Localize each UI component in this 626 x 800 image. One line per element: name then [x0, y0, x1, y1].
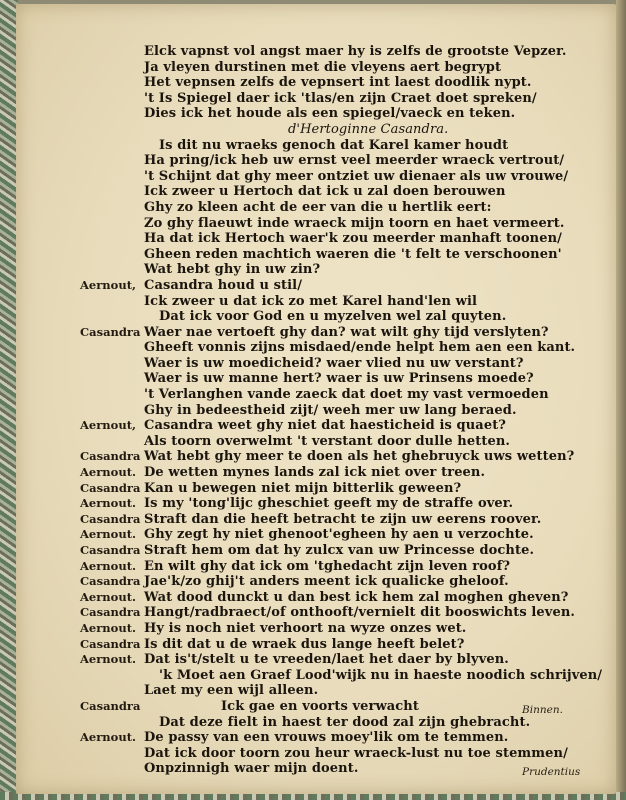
verse-line [16, 652, 616, 668]
verse-line [16, 746, 616, 762]
verse-text: Ick zweer u Hertoch dat ick u zal doen berouwen [144, 184, 506, 200]
verse-text: Gheeft vonnis zijns misdaed/ende helpt hem aen een kant. [144, 340, 576, 356]
verse-line [16, 309, 616, 325]
verse-line [16, 91, 616, 107]
speaker-name: Casandra [80, 574, 141, 589]
verse-line [16, 138, 616, 154]
verse-text: Dat ick door toorn zou heur wraeck-lust nu toe stemmen/ [144, 745, 568, 761]
speaker-name: Casandra [80, 698, 141, 713]
verse-text: Ghy zegt hy niet ghenoot'egheen hy aen u verzochte. [144, 527, 534, 543]
verse-line [16, 668, 616, 684]
speaker-name: Aernout. [80, 558, 137, 573]
page-text-block [16, 44, 616, 784]
verse-text: Als toorn overwelmt 't verstant door dulle hetten. [144, 433, 510, 449]
verse-text: Hy is noch niet verhoort na wyze onzes wet. [144, 620, 467, 636]
verse-line [16, 356, 616, 372]
speaker-name: Aernout. [80, 730, 137, 745]
verse-line [16, 715, 616, 731]
verse-text: De passy van een vrouws moey'lik om te temmen. [144, 730, 509, 746]
verse-line [16, 216, 616, 232]
verse-line [16, 200, 616, 216]
verse-line [16, 169, 616, 185]
verse-line [16, 418, 616, 434]
verse-line [16, 262, 616, 278]
speaker-name: Casandra [80, 511, 141, 526]
verse-text: Dat is't/stelt u te vreeden/laet het daer by blyven. [144, 652, 509, 668]
verse-text: Is my 'tong'lijc gheschiet geeft my de straffe over. [144, 496, 514, 512]
verse-text: 'k Moet aen Graef Lood'wijk nu in haeste noodich schrijven/ [159, 667, 603, 683]
verse-text: Gheen reden machtich waeren die 't felt te verschoonen' [144, 246, 562, 262]
verse-line [16, 75, 616, 91]
verse-line [16, 496, 616, 512]
speaker-name: Aernout. [80, 496, 137, 511]
verse-line [16, 449, 616, 465]
verse-line [16, 387, 616, 403]
verse-text: Onpzinnigh waer mijn doent. [144, 761, 359, 777]
verse-line [16, 543, 616, 559]
verse-text: 't Schijnt dat ghy meer ontziet uw dienaer als uw vrouwe/ [144, 168, 569, 184]
speaker-name: Aernout, [80, 277, 137, 292]
verse-text: Straft dan die heeft betracht te zijn uw eerens roover. [144, 511, 542, 527]
verse-line [16, 527, 616, 543]
speaker-name: Casandra [80, 636, 141, 651]
verse-line [16, 153, 616, 169]
speaker-name: Casandra [80, 543, 141, 557]
verse-line [16, 340, 616, 356]
verse-line [16, 590, 616, 606]
verse-text: Straft hem om dat hy zulcx van uw Princesse dochte. [144, 543, 535, 558]
heading-text: d'Hertoginne Casandra. [288, 121, 449, 137]
speaker-name: Aernout. [80, 620, 137, 635]
speaker-name: Aernout. [80, 652, 137, 667]
verse-text: Ja vleyen durstinen met die vleyens aert begrypt [144, 59, 502, 75]
speaker-name: Aernout, [80, 418, 137, 433]
speaker-name: Casandra [80, 324, 141, 339]
verse-line [16, 621, 616, 637]
verse-line [16, 605, 616, 621]
verse-text: Wat hebt ghy meer te doen als het ghebruyck uws wetten? [144, 449, 575, 465]
verse-text: Casandra weet ghy niet dat haesticheid is quaet? [144, 418, 507, 434]
verse-line [16, 481, 616, 497]
verse-text: Zo ghy flaeuwt inde wraeck mijn toorn en haet vermeert. [144, 215, 565, 231]
verse-text: Waer is uw moedicheid? waer vlied nu uw verstant? [144, 355, 524, 371]
verse-text: 't Is Spiegel daer ick 'tlas/en zijn Craet doet spreken/ [144, 90, 537, 106]
verse-line [16, 403, 616, 419]
book-page [16, 4, 616, 794]
verse-line [16, 44, 616, 60]
verse-text: Kan u bewegen niet mijn bitterlik geween? [144, 480, 462, 496]
verse-line [16, 434, 616, 450]
verse-text: De wetten mynes lands zal ick niet over treen. [144, 465, 486, 481]
verse-text: En wilt ghy dat ick om 'tghedacht zijn leven roof? [144, 558, 511, 574]
stage-direction-exit: Binnen. [522, 704, 563, 716]
verse-text: 't Verlanghen vande zaeck dat doet my vast vermoeden [144, 387, 549, 403]
speaker-name: Aernout. [80, 465, 137, 480]
verse-text: Ick zweer u dat ick zo met Karel hand'len wil [144, 293, 478, 309]
verse-text: Waer is uw manne hert? waer is uw Prinsens moede? [144, 371, 534, 387]
verse-text: Wat dood dunckt u dan best ick hem zal moghen gheven? [144, 589, 569, 605]
verse-text: Elck vapnst vol angst maer hy is zelfs de grootste Vepzer. [144, 44, 567, 59]
verse-line [16, 512, 616, 528]
verse-line [16, 730, 616, 746]
verse-line [16, 683, 616, 699]
verse-text: Laet my een wijl alleen. [144, 683, 319, 699]
verse-line [16, 106, 616, 122]
verse-text: Jae'k/zo ghij't anders meent ick qualicke gheloof. [144, 574, 509, 590]
verse-text: Ghy in bedeestheid zijt/ weeh mer uw lang beraed. [144, 402, 517, 418]
speaker-heading [16, 122, 616, 138]
verse-line [16, 637, 616, 653]
speaker-name: Aernout. [80, 589, 137, 604]
verse-text: Dies ick het houde als een spiegel/vaeck en teken. [144, 106, 516, 122]
speaker-name: Casandra [80, 449, 141, 464]
verse-text: Ha pring/ick heb uw ernst veel meerder wraeck vertrout/ [144, 153, 565, 169]
speaker-name: Casandra [80, 605, 141, 620]
verse-text: Casandra houd u stil/ [144, 277, 303, 293]
verse-text: Is dit dat u de wraek dus lange heeft belet? [144, 636, 465, 652]
verse-line [16, 294, 616, 310]
speaker-name: Casandra [80, 480, 141, 495]
verse-text: Hangt/radbraect/of onthooft/vernielt dit booswichts leven. [144, 605, 575, 621]
verse-text: Is dit nu wraeks genoch dat Karel kamer houdt [159, 137, 509, 153]
verse-line [16, 574, 616, 590]
verse-text: Ha dat ick Hertoch waer'k zou meerder manhaft toonen/ [144, 231, 562, 247]
verse-line [16, 325, 616, 341]
verse-text: Ghy zo kleen acht de eer van die u hertlik eert: [144, 199, 492, 215]
book-binding-right [616, 0, 626, 800]
verse-line [16, 184, 616, 200]
verse-line [16, 247, 616, 263]
verse-text: Dat ick voor God en u myzelven wel zal quyten. [159, 309, 507, 325]
verse-text: Dat deze fielt in haest ter dood zal zijn ghebracht. [159, 714, 531, 730]
verse-text: Het vepnsen zelfs de vepnsert int laest doodlik nypt. [144, 75, 532, 91]
speaker-name: Aernout. [80, 527, 137, 542]
verse-line [16, 231, 616, 247]
verse-line [16, 465, 616, 481]
catchword-next-page: Prudentius [522, 766, 581, 778]
verse-text: Wat hebt ghy in uw zin? [144, 262, 321, 278]
verse-text: Ick gae en voorts verwacht [221, 698, 419, 714]
verse-line [16, 371, 616, 387]
verse-text: Waer nae vertoeft ghy dan? wat wilt ghy tijd verslyten? [144, 324, 549, 340]
verse-line [16, 559, 616, 575]
verse-line [16, 278, 616, 294]
verse-line [16, 60, 616, 76]
